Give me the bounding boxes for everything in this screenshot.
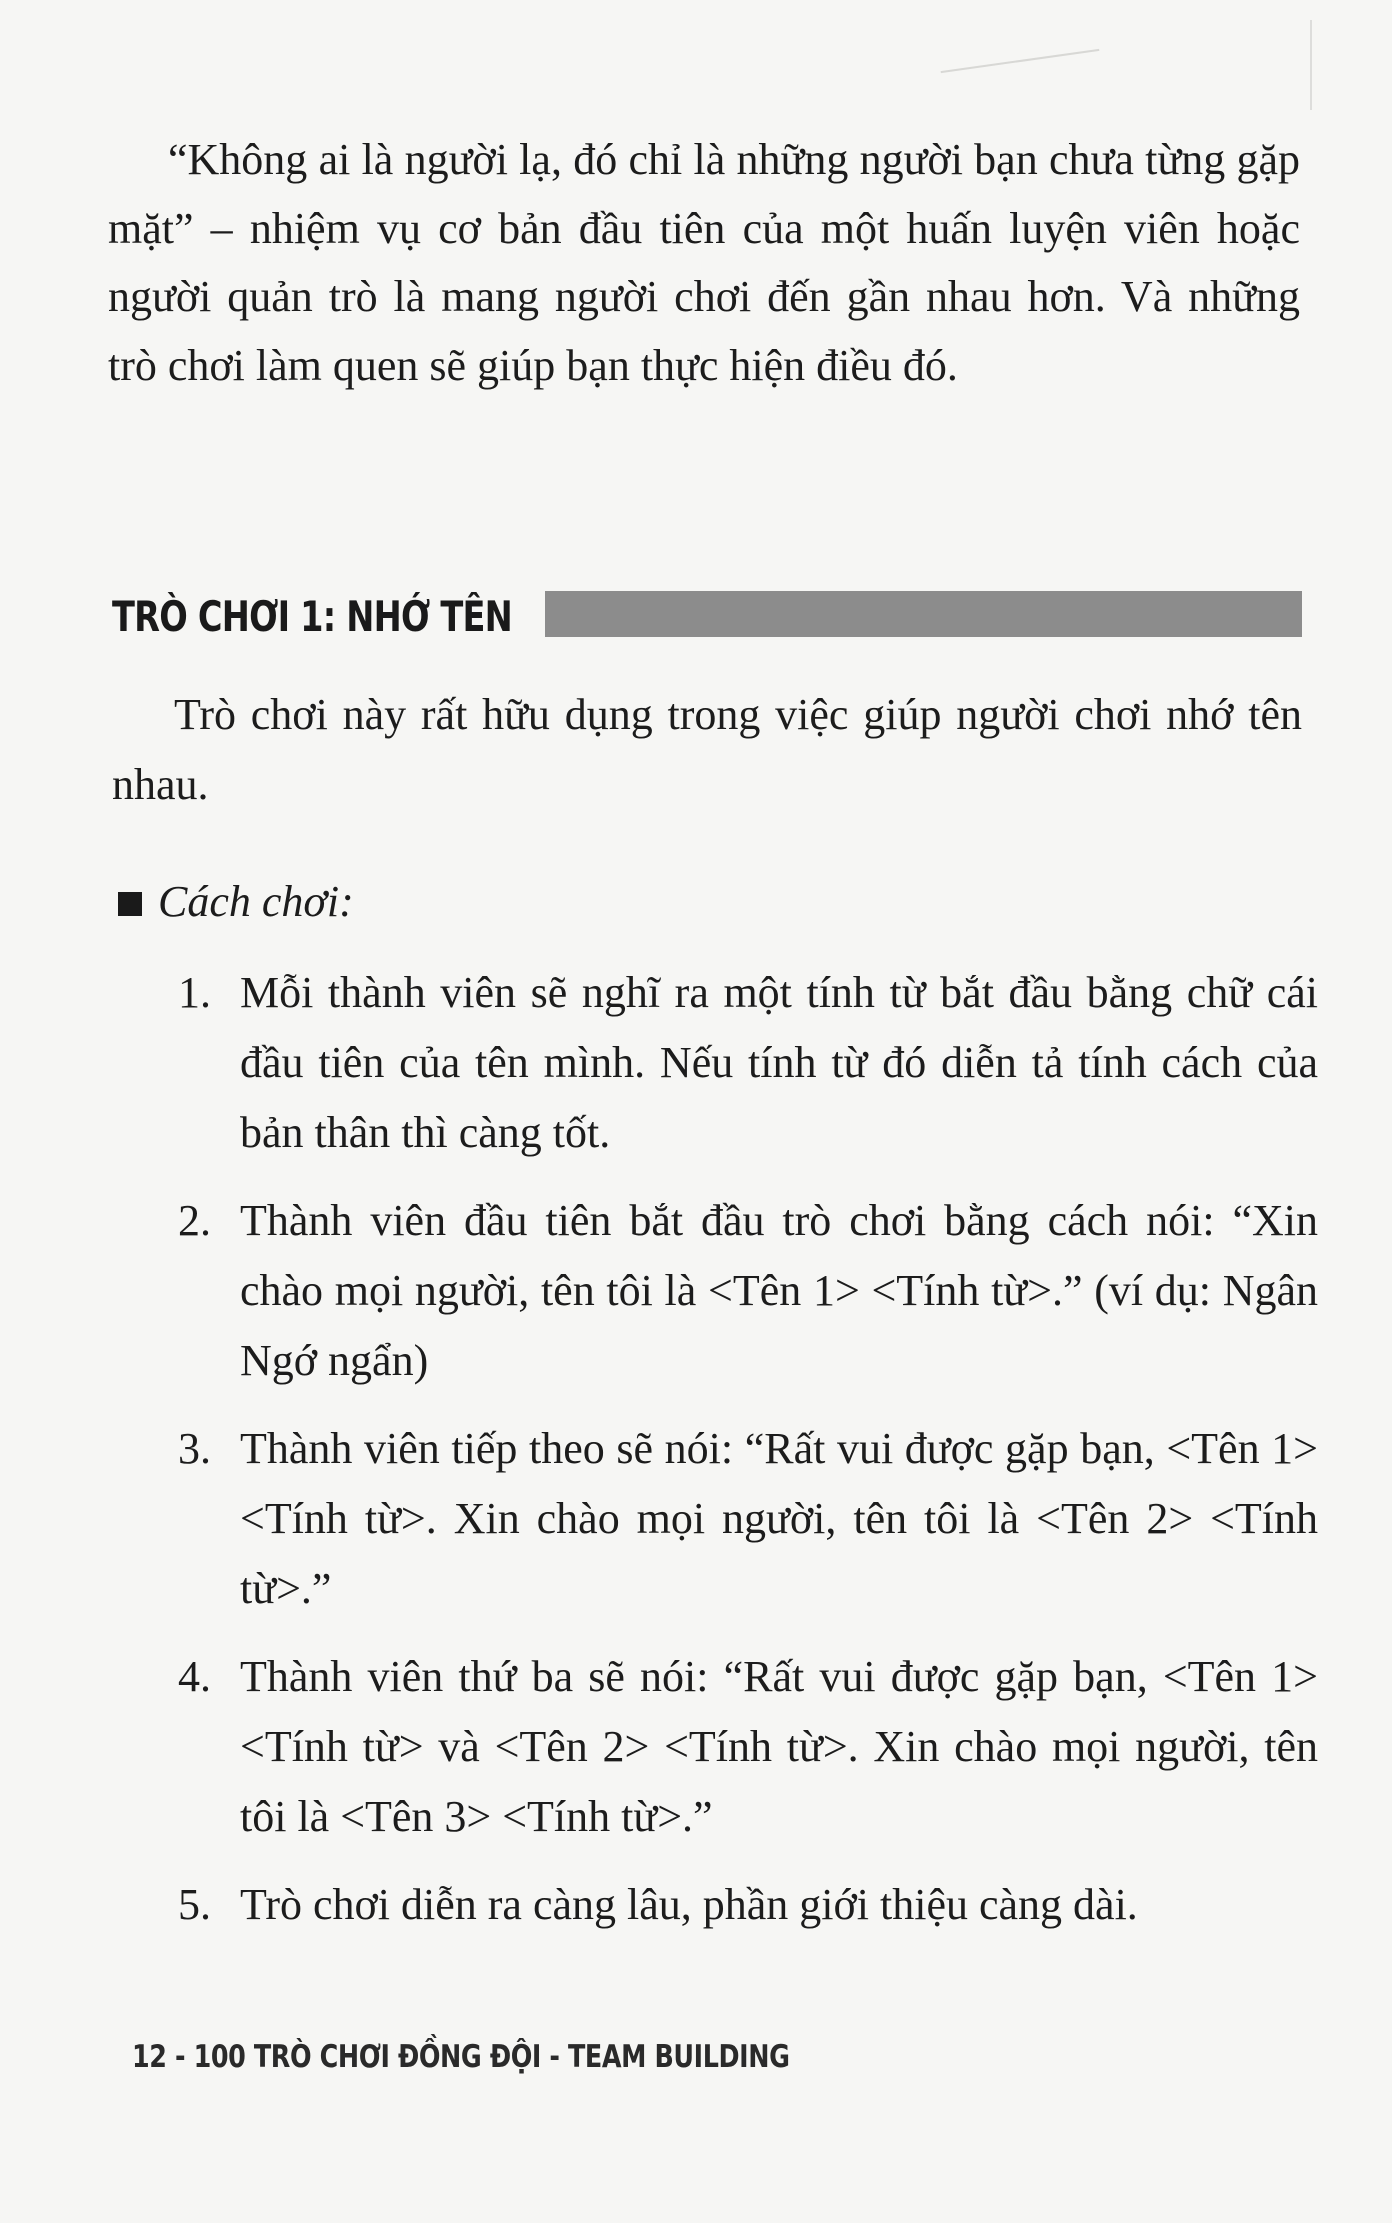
list-item <box>178 1414 1318 1624</box>
step-text: Thành viên tiếp theo sẽ nói: “Rất vui được gặp bạn, <Tên 1> <Tính từ>. Xin chào mọi người, tên tôi là <Tên 2> <Tính từ>.” <box>240 1424 1318 1613</box>
step-number: 2. <box>178 1196 211 1245</box>
scan-speck <box>941 49 1100 73</box>
step-text: Trò chơi diễn ra càng lâu, phần giới thiệu càng dài. <box>240 1880 1138 1929</box>
step-number: 3. <box>178 1424 211 1473</box>
page-footer: 12 - 100 TRÒ CHƠI ĐỒNG ĐỘI - TEAM BUILDING <box>132 2039 790 2075</box>
how-to-play-label <box>118 876 354 927</box>
how-to-play-text: Cách chơi: <box>158 877 354 926</box>
intro-paragraph: “Không ai là người lạ, đó chỉ là những người bạn chưa từng gặp mặt” – nhiệm vụ cơ bản đầu tiên của một huấn luyện viên hoặc người quản trò là mang người chơi đến gần nhau hơn. Và những trò chơi làm quen sẽ giúp bạn thực hiện điều đó. <box>108 135 1300 390</box>
scan-speck <box>1310 20 1312 110</box>
step-text: Mỗi thành viên sẽ nghĩ ra một tính từ bắt đầu bằng chữ cái đầu tiên của tên mình. Nếu tính từ đó diễn tả tính cách của bản thân thì càng tốt. <box>240 968 1318 1157</box>
steps-list <box>178 958 1318 1958</box>
list-item <box>178 1186 1318 1396</box>
list-item <box>178 1870 1318 1940</box>
square-bullet-icon <box>118 892 142 916</box>
step-text: Thành viên đầu tiên bắt đầu trò chơi bằng cách nói: “Xin chào mọi người, tên tôi là <Tên 1> <Tính từ>.” (ví dụ: Ngân Ngớ ngẩn) <box>240 1196 1318 1385</box>
section-title: TRÒ CHƠI 1: NHỚ TÊN <box>112 591 512 641</box>
step-number: 5. <box>178 1880 211 1929</box>
section-heading <box>112 588 1302 644</box>
list-item <box>178 1642 1318 1852</box>
game-description: Trò chơi này rất hữu dụng trong việc giúp người chơi nhớ tên nhau. <box>112 690 1302 809</box>
step-number: 4. <box>178 1652 211 1701</box>
list-item <box>178 958 1318 1168</box>
heading-rule-bar <box>545 591 1302 637</box>
step-text: Thành viên thứ ba sẽ nói: “Rất vui được gặp bạn, <Tên 1> <Tính từ> và <Tên 2> <Tính từ>. Xin chào mọi người, tên tôi là <Tên 3> <Tính từ>.” <box>240 1652 1318 1841</box>
step-number: 1. <box>178 968 211 1017</box>
